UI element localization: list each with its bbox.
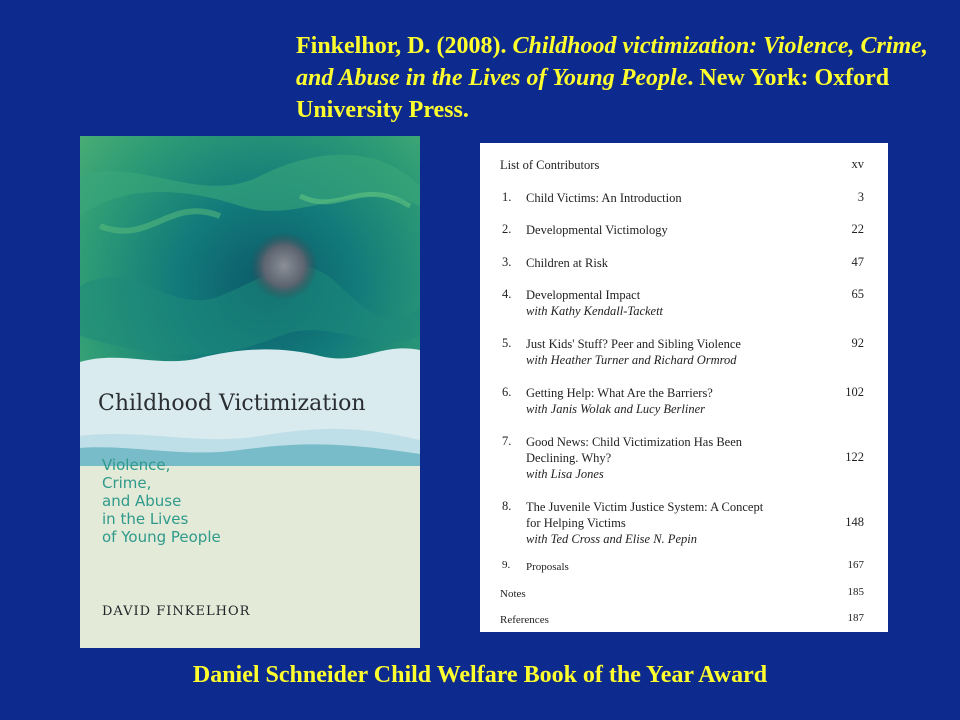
toc-title-line: Child Victims: An Introduction [526, 191, 682, 205]
toc-title [526, 499, 816, 547]
toc-title-line: Just Kids' Stuff? Peer and Sibling Violence [526, 337, 741, 351]
toc-number: 7. [502, 434, 512, 448]
cover-subtitle-line: and Abuse [102, 492, 182, 510]
citation-book-title: Childhood victimization: Violence, Crime, and Abuse in the Lives of Young People [296, 33, 928, 91]
toc-coauthors: with Ted Cross and Elise N. Pepin [526, 532, 697, 546]
toc-page: 122 [845, 450, 864, 464]
toc-title: Notes [500, 588, 526, 600]
citation-publisher: . New York: Oxford University Press. [296, 65, 890, 123]
toc-title: Proposals [526, 561, 569, 573]
cover-title: Childhood Victimization [98, 391, 366, 416]
cover-subtitle-line: Violence, [102, 456, 171, 474]
cover-subtitle-line: in the Lives [102, 510, 189, 528]
toc-title [526, 255, 816, 271]
toc-title: List of Contributors [500, 158, 600, 172]
toc-page: 22 [851, 222, 864, 236]
cover-subtitle-line: of Young People [102, 528, 221, 546]
book-cover [80, 136, 420, 648]
toc-title-line: Declining. Why? [526, 451, 612, 465]
toc-title-line: Getting Help: What Are the Barriers? [526, 386, 713, 400]
toc-title [526, 336, 816, 368]
toc-title [526, 434, 816, 482]
toc-title [526, 222, 816, 238]
toc-title-line: Children at Risk [526, 256, 608, 270]
toc-coauthors: with Kathy Kendall-Tackett [526, 304, 664, 318]
toc-title-line: Good News: Child Victimization Has Been [526, 435, 743, 449]
toc-number: 3. [502, 255, 512, 269]
toc-number: 4. [502, 287, 512, 301]
cover-subtitle [102, 456, 322, 546]
toc-coauthors: with Janis Wolak and Lucy Berliner [526, 402, 706, 416]
toc-title [526, 385, 816, 417]
citation [296, 30, 936, 126]
toc-page: 102 [845, 385, 864, 399]
toc-page: 47 [851, 255, 864, 269]
toc-page: 187 [847, 612, 864, 624]
toc-page: 148 [845, 515, 864, 529]
toc-page: xv [851, 157, 864, 171]
toc-title-line: The Juvenile Victim Justice System: A Concept [526, 500, 764, 514]
toc-title-line: for Helping Victims [526, 516, 626, 530]
award-caption: Daniel Schneider Child Welfare Book of the Year Award [192, 662, 768, 688]
toc-title-line: Developmental Impact [526, 288, 641, 302]
cover-author: DAVID FINKELHOR [102, 604, 251, 619]
toc-page: 65 [851, 287, 864, 301]
toc-page: 92 [851, 336, 864, 350]
toc-number: 5. [502, 336, 512, 350]
toc-number: 9. [502, 559, 511, 571]
toc-coauthors: with Heather Turner and Richard Ormrod [526, 353, 737, 367]
toc-coauthors: with Lisa Jones [526, 467, 604, 481]
toc-title [526, 190, 816, 206]
cover-artwork [80, 136, 420, 466]
toc-number: 8. [502, 499, 512, 513]
citation-author-year: Finkelhor, D. (2008). [296, 33, 513, 59]
toc-title: References [500, 614, 549, 626]
toc-number: 6. [502, 385, 512, 399]
table-of-contents [480, 143, 888, 632]
toc-page: 185 [847, 586, 864, 598]
toc-number: 1. [502, 190, 512, 204]
toc-title-line: Developmental Victimology [526, 223, 668, 237]
toc-number: 2. [502, 222, 512, 236]
toc-title [526, 287, 816, 319]
toc-page: 3 [857, 190, 864, 204]
cover-subtitle-line: Crime, [102, 474, 152, 492]
toc-page: 167 [847, 559, 864, 571]
